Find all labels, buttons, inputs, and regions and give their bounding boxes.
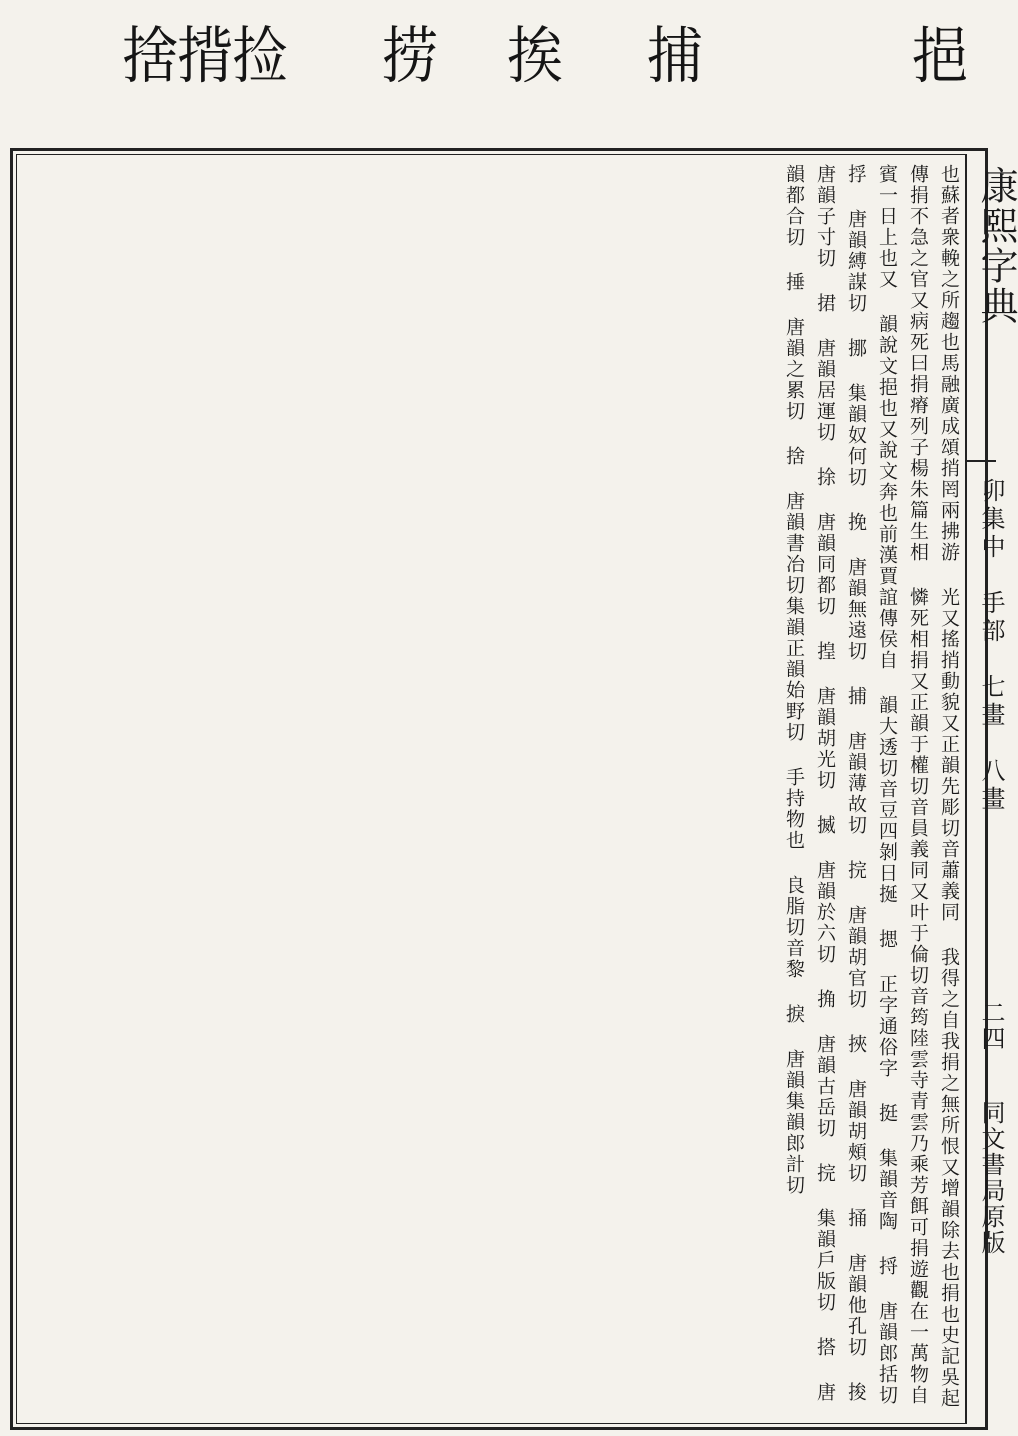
text-column: 捩 唐韻集韻郎計切	[783, 1004, 805, 1196]
text-column: 捋 唐韻郎括切	[876, 1256, 898, 1406]
text-column: 韻說文挹也又說文奔也前漢賈誼傳侯自	[876, 314, 898, 671]
text-column: 捊 唐韻縛謀切	[845, 164, 867, 314]
seal-character: 捡	[232, 20, 288, 93]
text-column: 揻 唐韻於六切	[814, 815, 836, 965]
text-column: 良脂切音黎	[783, 875, 805, 980]
text-column: 捖 唐韻胡官切	[845, 860, 867, 1010]
text-column: 捖 集韻戶版切	[814, 1163, 836, 1313]
seal-character: 捨	[122, 20, 178, 93]
text-column: 捶 唐韻之累切	[783, 272, 805, 422]
text-column: 挾 唐韻胡頰切	[845, 1034, 867, 1184]
text-column: 光又搖捎動貌又正韻先彫切音蕭義同	[938, 587, 960, 923]
book-title: 康熙字典	[974, 166, 1018, 326]
text-column: 捃 唐韻居運切	[814, 293, 836, 443]
text-column: 也蘇者衆輓之所趨也馬融廣成頌捎罔兩拂游	[938, 164, 960, 563]
seal-character: 挹	[912, 20, 968, 93]
text-column: 憐死相捐又正韻于權切音員義同又叶于倫切音筠陸雲寺青雲乃乘芳餌可捐遊觀在一萬物自賓一日上也又	[876, 164, 929, 1406]
text-column: 揘 唐韻胡光切	[814, 641, 836, 791]
text-column: 捘 唐韻子寸切	[814, 164, 867, 1403]
text-column: 挪 集韻奴何切	[845, 338, 867, 488]
text-column: 手持物也	[783, 767, 805, 851]
text-column: 捅 唐韻他孔切	[845, 1208, 867, 1358]
text-column: 捔 唐韻古岳切	[814, 989, 836, 1139]
dictionary-body	[20, 164, 964, 1414]
page-number: 二四	[977, 1000, 1005, 1052]
seal-character: 捕	[647, 20, 703, 93]
seal-character: 捞	[382, 20, 438, 93]
text-column: 捕 唐韻薄故切	[845, 686, 867, 836]
text-column: 挺 集韻音陶	[876, 1103, 898, 1232]
seal-character: 揹	[177, 20, 233, 93]
text-column: 韻大透切音豆四剝日挻	[876, 695, 898, 905]
seal-script-header	[0, 0, 1000, 140]
text-column: 捨 唐韻書冶切集韻正韻始野切	[783, 446, 805, 743]
margin-separator	[966, 460, 996, 462]
text-column: 搭 唐韻都合切	[783, 164, 836, 1403]
text-column: 我得之自我捐之無所恨又增韻除去也捐也史記吳起傳捐不急之官又病死曰捐瘠列子楊朱篇生相	[907, 164, 960, 1409]
text-column: 揌 正字通俗字	[876, 929, 898, 1079]
publisher-label: 同文書局原版	[977, 1100, 1005, 1256]
section-label: 卯集中 手部 七畫 八畫	[977, 478, 1005, 814]
text-column: 捈 唐韻同都切	[814, 467, 836, 617]
seal-character: 挨	[507, 20, 563, 93]
text-column: 挽 唐韻無遠切	[845, 512, 867, 662]
